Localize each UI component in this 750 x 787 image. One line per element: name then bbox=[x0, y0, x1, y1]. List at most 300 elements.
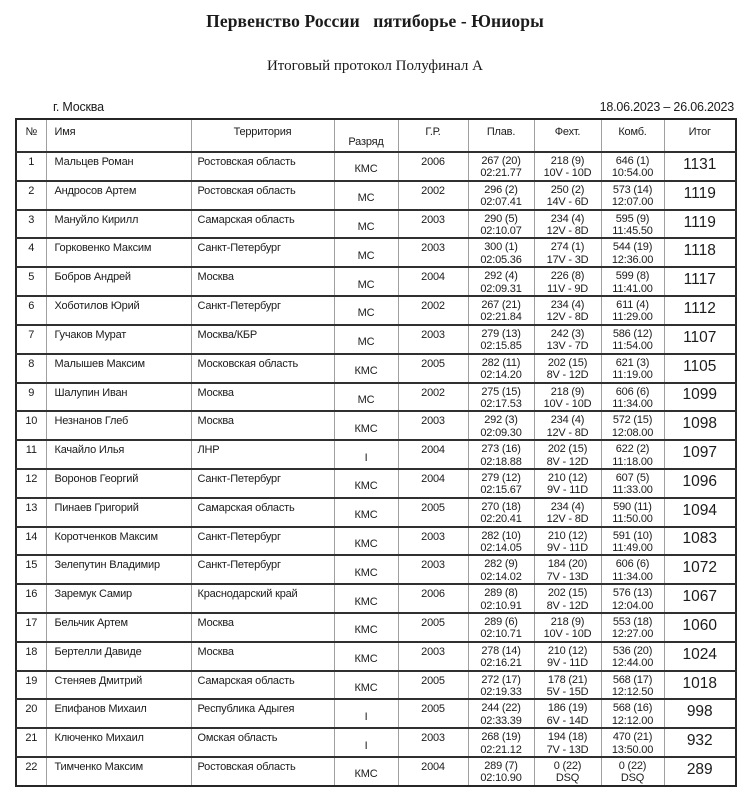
document-subtitle: Итоговый протокол Полуфинал А bbox=[266, 58, 484, 74]
cell-place-number: 11 bbox=[16, 440, 46, 469]
cell-line: 11:34.00 bbox=[612, 570, 653, 583]
table-row bbox=[16, 210, 736, 239]
table-row bbox=[16, 527, 736, 556]
cell-line: 13V - 7D bbox=[546, 340, 589, 353]
cell-athlete-name: Коротченков Максим bbox=[46, 527, 191, 556]
table-row bbox=[16, 238, 736, 267]
cell-total-score: 1118 bbox=[664, 238, 736, 267]
cell-place-number: 9 bbox=[16, 383, 46, 412]
cell-line: 202 (15) bbox=[547, 443, 588, 456]
cell-rank: КМС bbox=[334, 555, 398, 584]
cell-fencing bbox=[534, 584, 601, 613]
cell-line: 292 (4) bbox=[484, 270, 518, 283]
cell-combined bbox=[601, 613, 664, 642]
cell-line: 12V - 8D bbox=[546, 426, 589, 439]
cell-line: 02:10.71 bbox=[480, 628, 522, 641]
cell-place-number: 22 bbox=[16, 757, 46, 786]
cell-birth-year: 2006 bbox=[398, 152, 468, 181]
cell-birth-year: 2003 bbox=[398, 238, 468, 267]
table-row bbox=[16, 181, 736, 210]
cell-birth-year: 2004 bbox=[398, 440, 468, 469]
table-row bbox=[16, 642, 736, 671]
cell-swimming bbox=[468, 527, 534, 556]
cell-fencing bbox=[534, 527, 601, 556]
cell-line: 02:09.30 bbox=[480, 426, 522, 439]
cell-fencing bbox=[534, 383, 601, 412]
cell-total-score: 1107 bbox=[664, 325, 736, 354]
cell-total-score: 1119 bbox=[664, 210, 736, 239]
column-header-fence: Фехт. bbox=[534, 119, 601, 152]
cell-combined bbox=[601, 152, 664, 181]
cell-line: 13:50.00 bbox=[611, 743, 654, 756]
cell-place-number: 14 bbox=[16, 527, 46, 556]
cell-line: 210 (12) bbox=[547, 529, 588, 542]
cell-rank: МС bbox=[334, 210, 398, 239]
cell-total-score: 1018 bbox=[664, 671, 736, 700]
cell-birth-year: 2003 bbox=[398, 728, 468, 757]
cell-line: 218 (9) bbox=[550, 155, 585, 167]
table-row bbox=[16, 699, 736, 728]
cell-line: 7V - 13D bbox=[546, 743, 589, 756]
cell-line: 0 (22) bbox=[618, 760, 647, 773]
cell-fencing bbox=[534, 671, 601, 700]
cell-combined bbox=[601, 469, 664, 498]
cell-combined bbox=[601, 527, 664, 556]
cell-line: 275 (15) bbox=[481, 385, 521, 398]
cell-swimming bbox=[468, 699, 534, 728]
cell-line: 10V - 10D bbox=[543, 628, 592, 641]
cell-combined bbox=[601, 181, 664, 210]
cell-line: DSQ bbox=[620, 772, 645, 785]
cell-swimming bbox=[468, 383, 534, 412]
cell-fencing bbox=[534, 469, 601, 498]
cell-place-number: 8 bbox=[16, 354, 46, 383]
cell-place-number: 1 bbox=[16, 152, 46, 181]
cell-line: 595 (9) bbox=[615, 212, 650, 225]
cell-place-number: 15 bbox=[16, 555, 46, 584]
cell-swimming bbox=[468, 296, 534, 325]
cell-total-score: 1097 bbox=[664, 440, 736, 469]
cell-line: 12:12.50 bbox=[611, 686, 654, 699]
table-row bbox=[16, 555, 736, 584]
cell-territory: Москва bbox=[191, 267, 334, 296]
cell-swimming bbox=[468, 584, 534, 613]
table-row bbox=[16, 584, 736, 613]
cell-total-score: 1131 bbox=[664, 152, 736, 181]
cell-place-number: 3 bbox=[16, 210, 46, 239]
cell-line: 234 (4) bbox=[550, 212, 585, 225]
cell-line: 02:14.02 bbox=[480, 570, 522, 583]
cell-birth-year: 2002 bbox=[398, 383, 468, 412]
cell-birth-year: 2005 bbox=[398, 699, 468, 728]
cell-fencing bbox=[534, 210, 601, 239]
cell-fencing bbox=[534, 296, 601, 325]
cell-line: 599 (8) bbox=[615, 270, 650, 283]
cell-birth-year: 2003 bbox=[398, 555, 468, 584]
cell-line: 02:19.33 bbox=[480, 686, 522, 699]
cell-line: 02:10.91 bbox=[480, 599, 522, 612]
cell-line: 10V - 10D bbox=[543, 397, 592, 410]
cell-territory: Самарская область bbox=[191, 671, 334, 700]
cell-athlete-name: Бобров Андрей bbox=[46, 267, 191, 296]
cell-swimming bbox=[468, 325, 534, 354]
cell-fencing bbox=[534, 757, 601, 786]
cell-place-number: 5 bbox=[16, 267, 46, 296]
cell-place-number: 16 bbox=[16, 584, 46, 613]
cell-line: 02:14.20 bbox=[480, 369, 522, 382]
cell-line: 186 (19) bbox=[547, 702, 588, 715]
cell-line: 267 (21) bbox=[481, 299, 521, 312]
cell-line: 606 (6) bbox=[615, 385, 650, 398]
cell-line: 11:34.00 bbox=[612, 397, 653, 410]
cell-athlete-name: Бертелли Давиде bbox=[46, 642, 191, 671]
cell-line: 11:33.00 bbox=[612, 484, 653, 497]
table-row bbox=[16, 354, 736, 383]
cell-place-number: 10 bbox=[16, 411, 46, 440]
cell-athlete-name: Качайло Илья bbox=[46, 440, 191, 469]
cell-territory: Москва/КБР bbox=[191, 325, 334, 354]
cell-line: 11:49.00 bbox=[612, 541, 653, 554]
cell-combined bbox=[601, 210, 664, 239]
cell-athlete-name: Бельчик Артем bbox=[46, 613, 191, 642]
cell-line: 7V - 13D bbox=[546, 570, 589, 583]
table-header bbox=[16, 119, 736, 152]
cell-fencing bbox=[534, 411, 601, 440]
cell-line: 292 (3) bbox=[484, 414, 518, 427]
cell-line: 274 (1) bbox=[550, 241, 585, 254]
column-header-ter: Территория bbox=[191, 119, 334, 152]
cell-combined bbox=[601, 699, 664, 728]
cell-line: 9V - 11D bbox=[547, 657, 588, 670]
cell-line: 273 (16) bbox=[481, 443, 521, 456]
cell-swimming bbox=[468, 642, 534, 671]
cell-fencing bbox=[534, 555, 601, 584]
cell-athlete-name: Хоботилов Юрий bbox=[46, 296, 191, 325]
cell-territory: Самарская область bbox=[191, 210, 334, 239]
cell-line: 606 (6) bbox=[615, 558, 650, 571]
cell-line: 607 (5) bbox=[615, 471, 650, 484]
cell-line: 02:05.36 bbox=[480, 253, 522, 266]
cell-combined bbox=[601, 325, 664, 354]
cell-combined bbox=[601, 584, 664, 613]
cell-line: 12:12.00 bbox=[611, 714, 654, 727]
cell-birth-year: 2005 bbox=[398, 498, 468, 527]
cell-athlete-name: Шалупин Иван bbox=[46, 383, 191, 412]
cell-total-score: 998 bbox=[664, 699, 736, 728]
cell-line: 02:21.84 bbox=[480, 311, 522, 324]
cell-fencing bbox=[534, 498, 601, 527]
results-table bbox=[15, 118, 737, 787]
cell-combined bbox=[601, 757, 664, 786]
cell-birth-year: 2003 bbox=[398, 325, 468, 354]
cell-line: 290 (5) bbox=[484, 212, 518, 225]
cell-line: 8V - 12D bbox=[546, 369, 589, 382]
cell-rank: МС bbox=[334, 267, 398, 296]
cell-line: 02:33.39 bbox=[480, 714, 522, 727]
cell-line: 9V - 11D bbox=[547, 484, 588, 497]
cell-line: 279 (13) bbox=[481, 327, 521, 340]
cell-total-score: 1119 bbox=[664, 181, 736, 210]
cell-line: 02:15.85 bbox=[480, 340, 522, 353]
cell-athlete-name: Заремук Самир bbox=[46, 584, 191, 613]
cell-rank: КМС bbox=[334, 411, 398, 440]
cell-line: 226 (8) bbox=[550, 270, 585, 283]
cell-birth-year: 2003 bbox=[398, 411, 468, 440]
cell-line: 11:50.00 bbox=[612, 513, 653, 526]
cell-territory: Омская область bbox=[191, 728, 334, 757]
cell-line: 02:20.41 bbox=[480, 513, 522, 526]
cell-place-number: 20 bbox=[16, 699, 46, 728]
cell-birth-year: 2004 bbox=[398, 757, 468, 786]
cell-line: 218 (9) bbox=[550, 385, 585, 398]
cell-total-score: 1105 bbox=[664, 354, 736, 383]
cell-line: 11V - 9D bbox=[547, 282, 588, 295]
cell-fencing bbox=[534, 267, 601, 296]
cell-line: 591 (10) bbox=[612, 529, 653, 542]
cell-line: 02:17.53 bbox=[480, 397, 522, 410]
cell-total-score: 1096 bbox=[664, 469, 736, 498]
cell-birth-year: 2006 bbox=[398, 584, 468, 613]
cell-birth-year: 2004 bbox=[398, 469, 468, 498]
cell-line: 250 (2) bbox=[550, 183, 585, 196]
cell-athlete-name: Мальцев Роман bbox=[46, 152, 191, 181]
table-row bbox=[16, 671, 736, 700]
cell-athlete-name: Зелепутин Владимир bbox=[46, 555, 191, 584]
cell-line: 14V - 6D bbox=[546, 196, 589, 209]
cell-line: 289 (8) bbox=[484, 587, 518, 600]
cell-line: 02:16.21 bbox=[480, 657, 522, 670]
cell-line: 02:10.07 bbox=[480, 225, 522, 238]
cell-combined bbox=[601, 267, 664, 296]
cell-line: 02:14.05 bbox=[480, 541, 522, 554]
table-row bbox=[16, 440, 736, 469]
cell-line: 178 (21) bbox=[547, 673, 588, 686]
cell-total-score: 932 bbox=[664, 728, 736, 757]
cell-combined bbox=[601, 642, 664, 671]
cell-line: 184 (20) bbox=[547, 558, 588, 571]
cell-total-score: 1067 bbox=[664, 584, 736, 613]
cell-line: 470 (21) bbox=[612, 731, 653, 744]
cell-rank: I bbox=[334, 440, 398, 469]
cell-fencing bbox=[534, 181, 601, 210]
cell-line: 576 (13) bbox=[612, 587, 653, 600]
cell-line: 300 (1) bbox=[484, 241, 518, 254]
cell-line: 282 (11) bbox=[481, 356, 521, 369]
cell-total-score: 1094 bbox=[664, 498, 736, 527]
cell-athlete-name: Мануйло Кирилл bbox=[46, 210, 191, 239]
cell-line: 611 (4) bbox=[616, 299, 649, 312]
cell-line: 194 (18) bbox=[547, 731, 588, 744]
cell-swimming bbox=[468, 181, 534, 210]
cell-birth-year: 2002 bbox=[398, 296, 468, 325]
cell-place-number: 2 bbox=[16, 181, 46, 210]
cell-fencing bbox=[534, 642, 601, 671]
table-row bbox=[16, 411, 736, 440]
cell-line: DSQ bbox=[555, 772, 580, 785]
cell-territory: Самарская область bbox=[191, 498, 334, 527]
cell-territory: Краснодарский край bbox=[191, 584, 334, 613]
cell-place-number: 13 bbox=[16, 498, 46, 527]
cell-line: 590 (11) bbox=[613, 500, 652, 513]
cell-fencing bbox=[534, 440, 601, 469]
cell-swimming bbox=[468, 152, 534, 181]
cell-athlete-name: Горковенко Максим bbox=[46, 238, 191, 267]
cell-rank: I bbox=[334, 699, 398, 728]
cell-rank: МС bbox=[334, 181, 398, 210]
cell-rank: КМС bbox=[334, 757, 398, 786]
cell-territory: ЛНР bbox=[191, 440, 334, 469]
cell-line: 568 (16) bbox=[612, 702, 653, 715]
cell-swimming bbox=[468, 555, 534, 584]
table-row bbox=[16, 383, 736, 412]
cell-combined bbox=[601, 383, 664, 412]
cell-birth-year: 2005 bbox=[398, 671, 468, 700]
cell-rank: КМС bbox=[334, 498, 398, 527]
cell-line: 9V - 11D bbox=[547, 541, 588, 554]
cell-fencing bbox=[534, 325, 601, 354]
cell-rank: КМС bbox=[334, 527, 398, 556]
cell-rank: МС bbox=[334, 238, 398, 267]
cell-line: 02:07.41 bbox=[480, 196, 522, 209]
cell-birth-year: 2003 bbox=[398, 527, 468, 556]
cell-total-score: 1060 bbox=[664, 613, 736, 642]
cell-combined bbox=[601, 296, 664, 325]
cell-line: 10V - 10D bbox=[543, 167, 592, 180]
column-header-num: № bbox=[16, 119, 46, 152]
cell-fencing bbox=[534, 152, 601, 181]
cell-territory: Московская область bbox=[191, 354, 334, 383]
cell-territory: Республика Адыгея bbox=[191, 699, 334, 728]
cell-territory: Санкт-Петербург bbox=[191, 238, 334, 267]
cell-line: 268 (19) bbox=[481, 731, 521, 744]
cell-line: 282 (10) bbox=[481, 529, 521, 542]
cell-fencing bbox=[534, 238, 601, 267]
cell-combined bbox=[601, 498, 664, 527]
cell-line: 12:08.00 bbox=[611, 426, 654, 439]
cell-line: 544 (19) bbox=[612, 241, 653, 254]
cell-line: 536 (20) bbox=[612, 644, 653, 657]
cell-athlete-name: Воронов Георгий bbox=[46, 469, 191, 498]
cell-territory: Ростовская область bbox=[191, 152, 334, 181]
cell-line: 02:10.90 bbox=[480, 772, 522, 785]
column-header-year: Г.Р. bbox=[398, 119, 468, 152]
column-header-name: Имя bbox=[46, 119, 191, 152]
cell-athlete-name: Пинаев Григорий bbox=[46, 498, 191, 527]
cell-line: 02:15.67 bbox=[480, 484, 522, 497]
cell-line: 202 (15) bbox=[547, 356, 588, 369]
cell-birth-year: 2005 bbox=[398, 354, 468, 383]
table-row bbox=[16, 267, 736, 296]
cell-line: 02:18.88 bbox=[480, 455, 522, 468]
cell-line: 244 (22) bbox=[481, 702, 521, 715]
cell-line: 202 (15) bbox=[547, 587, 588, 600]
cell-swimming bbox=[468, 469, 534, 498]
cell-birth-year: 2002 bbox=[398, 181, 468, 210]
cell-territory: Москва bbox=[191, 613, 334, 642]
cell-line: 270 (18) bbox=[481, 500, 521, 513]
cell-birth-year: 2005 bbox=[398, 613, 468, 642]
cell-total-score: 1099 bbox=[664, 383, 736, 412]
table-row bbox=[16, 325, 736, 354]
cell-line: 267 (20) bbox=[481, 155, 521, 167]
cell-swimming bbox=[468, 210, 534, 239]
cell-territory: Москва bbox=[191, 411, 334, 440]
table-row bbox=[16, 613, 736, 642]
cell-birth-year: 2003 bbox=[398, 210, 468, 239]
cell-swimming bbox=[468, 757, 534, 786]
cell-line: 210 (12) bbox=[547, 644, 588, 657]
cell-line: 218 (9) bbox=[550, 616, 585, 628]
event-place: г. Москва bbox=[53, 100, 104, 114]
cell-line: 622 (2) bbox=[615, 443, 650, 456]
cell-rank: МС bbox=[334, 296, 398, 325]
cell-line: 12V - 8D bbox=[546, 225, 589, 238]
cell-line: 234 (4) bbox=[550, 414, 585, 427]
cell-territory: Санкт-Петербург bbox=[191, 527, 334, 556]
cell-rank: КМС bbox=[334, 671, 398, 700]
column-header-rank: Разряд bbox=[334, 119, 398, 152]
cell-rank: КМС bbox=[334, 354, 398, 383]
cell-place-number: 17 bbox=[16, 613, 46, 642]
cell-line: 646 (1) bbox=[615, 155, 650, 167]
cell-line: 12:07.00 bbox=[611, 196, 654, 209]
cell-line: 11:18.00 bbox=[612, 455, 653, 468]
document-title: Первенство России пятиборье - Юниоры bbox=[206, 11, 544, 31]
cell-line: 12:27.00 bbox=[611, 628, 654, 641]
cell-line: 8V - 12D bbox=[546, 599, 589, 612]
cell-line: 12:44.00 bbox=[611, 657, 654, 670]
cell-athlete-name: Стеняев Дмитрий bbox=[46, 671, 191, 700]
cell-rank: КМС bbox=[334, 613, 398, 642]
cell-total-score: 1098 bbox=[664, 411, 736, 440]
cell-line: 02:21.12 bbox=[480, 743, 522, 756]
cell-birth-year: 2003 bbox=[398, 642, 468, 671]
cell-swimming bbox=[468, 411, 534, 440]
cell-line: 573 (14) bbox=[612, 183, 653, 196]
cell-total-score: 1083 bbox=[664, 527, 736, 556]
cell-combined bbox=[601, 238, 664, 267]
cell-total-score: 1024 bbox=[664, 642, 736, 671]
cell-line: 210 (12) bbox=[547, 471, 588, 484]
table-row bbox=[16, 469, 736, 498]
cell-line: 11:45.50 bbox=[612, 225, 653, 238]
cell-athlete-name: Епифанов Михаил bbox=[46, 699, 191, 728]
cell-athlete-name: Ключенко Михаил bbox=[46, 728, 191, 757]
cell-line: 242 (3) bbox=[550, 327, 585, 340]
cell-territory: Санкт-Петербург bbox=[191, 555, 334, 584]
cell-combined bbox=[601, 440, 664, 469]
cell-combined bbox=[601, 411, 664, 440]
cell-line: 12:36.00 bbox=[611, 253, 654, 266]
cell-line: 02:09.31 bbox=[480, 282, 522, 295]
cell-territory: Москва bbox=[191, 383, 334, 412]
cell-athlete-name: Незнанов Глеб bbox=[46, 411, 191, 440]
cell-line: 279 (12) bbox=[481, 471, 521, 484]
cell-place-number: 12 bbox=[16, 469, 46, 498]
cell-line: 17V - 3D bbox=[546, 253, 589, 266]
cell-line: 12:04.00 bbox=[611, 599, 654, 612]
cell-total-score: 289 bbox=[664, 757, 736, 786]
cell-fencing bbox=[534, 354, 601, 383]
cell-territory: Санкт-Петербург bbox=[191, 296, 334, 325]
cell-place-number: 19 bbox=[16, 671, 46, 700]
cell-line: 5V - 15D bbox=[546, 686, 589, 699]
cell-place-number: 6 bbox=[16, 296, 46, 325]
cell-line: 12V - 8D bbox=[546, 513, 589, 526]
meta-row bbox=[15, 100, 735, 114]
cell-swimming bbox=[468, 613, 534, 642]
cell-rank: МС bbox=[334, 383, 398, 412]
